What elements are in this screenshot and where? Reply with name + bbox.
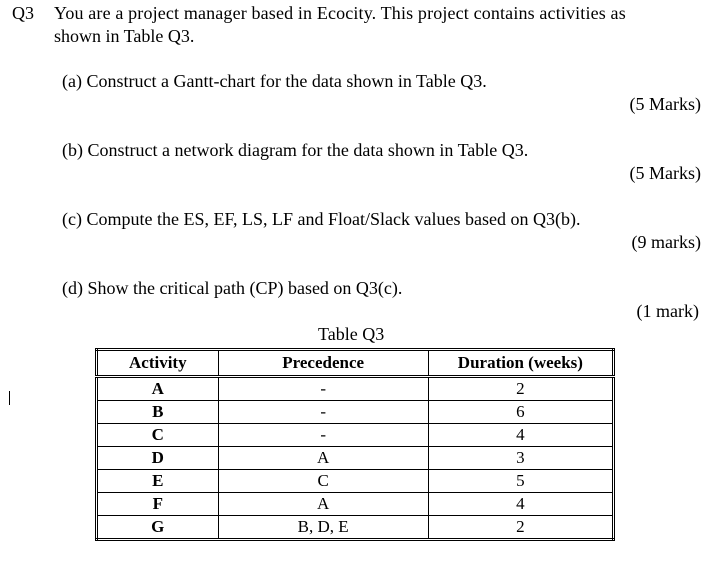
header-precedence: Precedence (218, 350, 428, 377)
precedence-cell: B, D, E (218, 516, 428, 540)
precedence-cell: - (218, 401, 428, 424)
activity-cell: G (97, 516, 219, 540)
activity-cell: E (97, 470, 219, 493)
duration-cell: 2 (428, 516, 613, 540)
precedence-cell: C (218, 470, 428, 493)
part-d-marks: (1 mark) (636, 301, 699, 321)
activity-table (95, 348, 615, 541)
table-row (97, 377, 614, 401)
table-row (97, 516, 614, 540)
header-activity: Activity (97, 350, 219, 377)
activity-cell: F (97, 493, 219, 516)
duration-cell: 4 (428, 424, 613, 447)
part-b-text: (b) Construct a network diagram for the data shown in Table Q3. (62, 140, 529, 160)
header-duration: Duration (weeks) (428, 350, 613, 377)
precedence-cell: A (218, 447, 428, 470)
precedence-cell: A (218, 493, 428, 516)
table-row (97, 447, 614, 470)
precedence-cell: - (218, 424, 428, 447)
duration-cell: 5 (428, 470, 613, 493)
question-intro-line1: You are a project manager based in Ecocity. This project contains activities as (54, 3, 626, 23)
part-b-marks: (5 Marks) (629, 163, 701, 183)
precedence-cell: - (218, 377, 428, 401)
part-a-text: (a) Construct a Gantt-chart for the data shown in Table Q3. (62, 71, 487, 91)
activity-cell: D (97, 447, 219, 470)
part-a-marks: (5 Marks) (629, 94, 701, 114)
duration-cell: 2 (428, 377, 613, 401)
activity-cell: B (97, 401, 219, 424)
part-d-text: (d) Show the critical path (CP) based on Q3(c). (62, 278, 403, 298)
duration-cell: 6 (428, 401, 613, 424)
table-row (97, 424, 614, 447)
table-row (97, 401, 614, 424)
table-row (97, 493, 614, 516)
part-c-marks: (9 marks) (631, 232, 701, 252)
part-c-text: (c) Compute the ES, EF, LS, LF and Float/Slack values based on Q3(b). (62, 209, 581, 229)
text-cursor (9, 391, 10, 405)
question-intro-line2: shown in Table Q3. (54, 26, 195, 46)
activity-cell: A (97, 377, 219, 401)
table-caption: Table Q3 (318, 324, 385, 344)
duration-cell: 4 (428, 493, 613, 516)
table-row (97, 470, 614, 493)
duration-cell: 3 (428, 447, 613, 470)
table-header-row (97, 350, 614, 377)
activity-cell: C (97, 424, 219, 447)
question-number: Q3 (12, 3, 34, 23)
